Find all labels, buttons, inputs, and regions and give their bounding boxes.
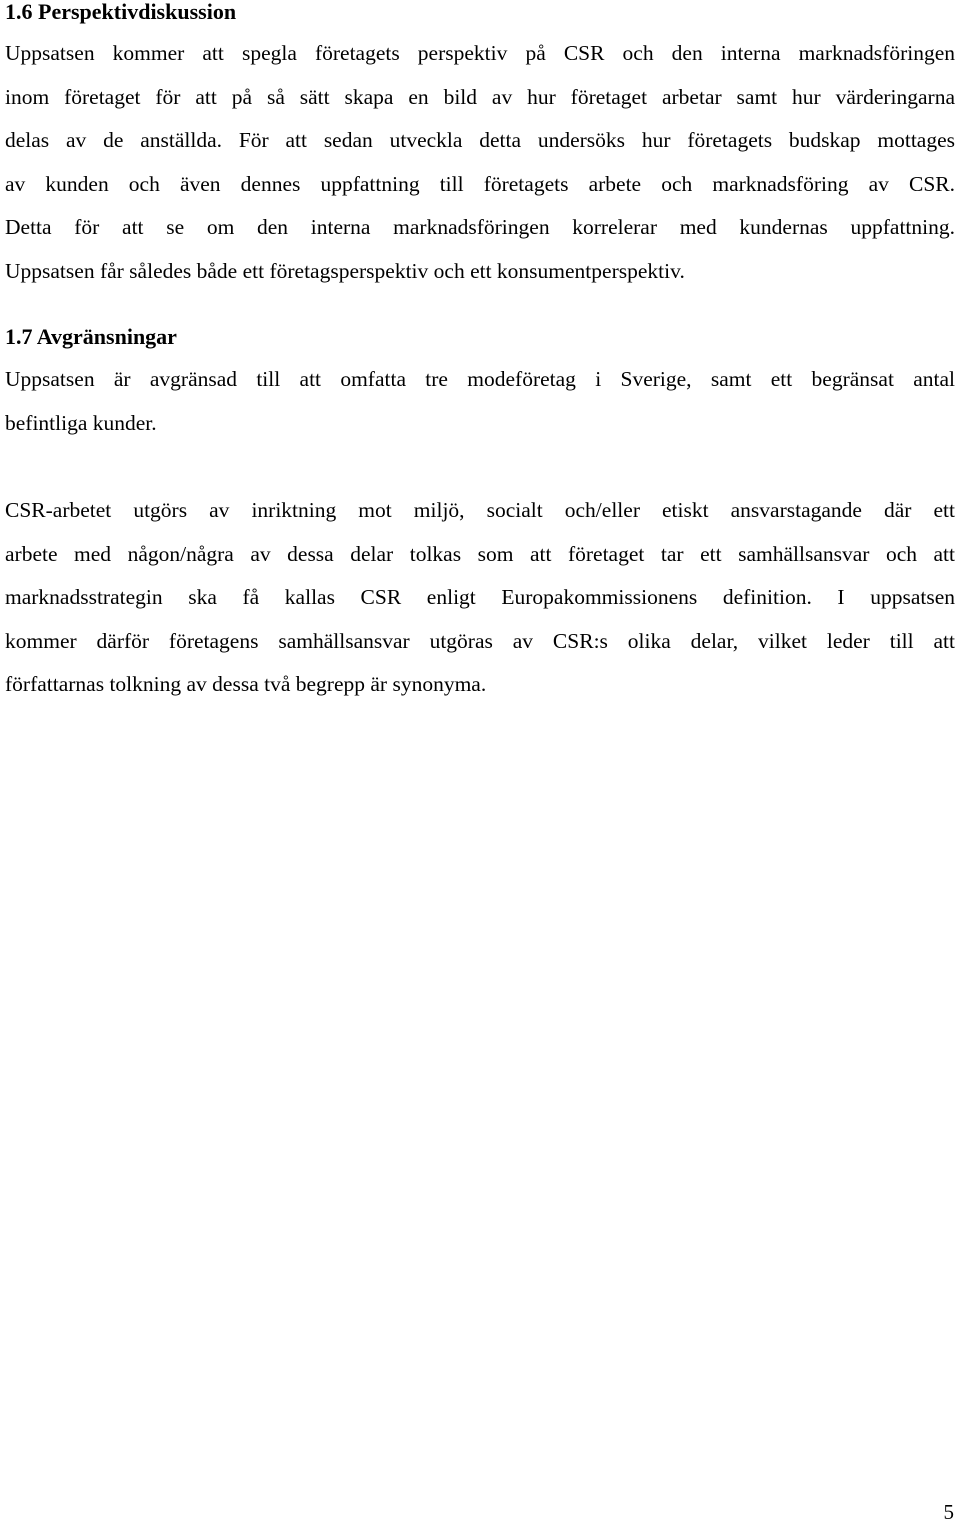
section-heading-avgransningar: 1.7 Avgränsningar (5, 324, 177, 349)
text-line: inom företaget för att på så sätt skapa en bild av hur företaget arbetar samt hur värderingarna (5, 84, 955, 109)
text-line: CSR-arbetet utgörs av inriktning mot miljö, socialt och/eller etiskt ansvarstagande där ett (5, 498, 955, 522)
section-heading-perspektivdiskussion: 1.6 Perspektivdiskussion (5, 0, 237, 24)
text-line: Detta för att se om den interna marknadsföringen korrelerar med kundernas uppfattning. (5, 215, 955, 240)
page-number: 5 (943, 1500, 954, 1524)
text-line: Uppsatsen är avgränsad till att omfatta tre modeföretag i Sverige, samt ett begränsat antal (5, 367, 955, 391)
text-line: författarnas tolkning av dessa två begrepp är synonyma. (5, 672, 487, 697)
text-line: kommer därför företagens samhällsansvar utgöras av CSR:s olika delar, vilket leder till att (5, 628, 955, 653)
text-line: delas av de anställda. För att sedan utveckla detta undersöks hur företagets budskap mottages (5, 128, 955, 153)
text-line: befintliga kunder. (5, 410, 157, 435)
text-line: av kunden och även dennes uppfattning till företagets arbete och marknadsföring av CSR. (5, 171, 955, 196)
text-line: arbete med någon/några av dessa delar tolkas som att företaget tar ett samhällsansvar och att (5, 541, 955, 566)
text-line: marknadsstrategin ska få kallas CSR enligt Europakommissionens definition. I uppsatsen (5, 585, 955, 610)
text-line: Uppsatsen kommer att spegla företagets perspektiv på CSR och den interna marknadsföringen (5, 41, 955, 65)
paragraph-avgransningar (5, 358, 955, 445)
paragraph-csr-definition (5, 489, 955, 707)
text-line: Uppsatsen får således både ett företagsperspektiv och ett konsumentperspektiv. (5, 258, 685, 283)
paragraph-perspektivdiskussion (5, 32, 955, 294)
